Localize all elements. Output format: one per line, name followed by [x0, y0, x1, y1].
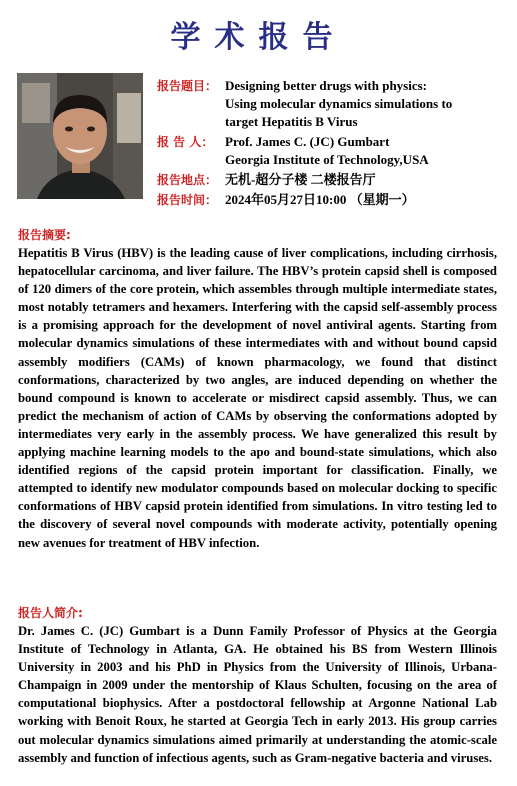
talk-title-label: 报告题目：: [157, 79, 218, 93]
speaker-row: [157, 133, 507, 169]
talk-title-row: [157, 77, 507, 131]
talk-title-line: Using molecular dynamics simulations to: [225, 96, 453, 111]
abstract-heading: 报告摘要:: [18, 228, 71, 242]
talk-title-line: Designing better drugs with physics:: [225, 78, 428, 93]
time-value: 2024年05月27日10:00 （星期一）: [225, 192, 415, 207]
bio-heading: 报告人简介:: [18, 606, 83, 620]
bio-text: Dr. James C. (JC) Gumbart is a Dunn Family Professor of Physics at the Georgia Institute of Technology in Atlanta, GA. He obtained his BS from Western Illinois University in 2003 and his PhD in Physics from the University of Illinois, Urbana-Champaign in 2009 under the mentorship of Klaus Schulten, focusing on the area of computational biophysics. After a postdoctoral fellowship at Argonne National Lab working with Benoit Roux, he started at Georgia Tech in early 2013. His group carries out molecular dynamics simulations aimed primarily at understanding the atomic-scale assembly and function of infectious agents, such as Gram-negative bacteria and viruses.: [18, 624, 497, 765]
speaker-name: Prof. James C. (JC) Gumbart: [225, 134, 390, 149]
page-title: 学术报告: [170, 20, 347, 55]
location-row: [157, 171, 507, 189]
time-row: [157, 191, 507, 209]
speaker-photo: [17, 73, 143, 199]
speaker-label: 报 告 人：: [157, 135, 214, 149]
location-label: 报告地点：: [157, 173, 218, 187]
talk-title-line: target Hepatitis B Virus: [225, 114, 358, 129]
speaker-value: [225, 133, 507, 169]
abstract-text: Hepatitis B Virus (HBV) is the leading cause of liver complications, including cirrhosis, hepatocellular carcinoma, and liver failure. The HBV’s protein capsid shell is composed of 120 dimers of the core protein, which assembles through multiple intermediate states, most notably tetramers and hexamers. Interfering with the capsid self-assembly process is a promising approach for the development of novel antiviral agents. Starting from molecular dynamics simulations of these intermediates with and without bound capsid assembly modifiers (CAMs) of known pharmacology, we found that distinct conformations, characterized by two angles, are induced depending on whether the bound compound is known to accelerate or misdirect capsid assembly. Thus, we can predict the mechanism of action of CAMs by observing the conformations adopted by intermediates very early in the assembly process. We have generalized this result by applying machine learning models to the apo and bound-state simulations, which also identified regions of the capsid protein important for classification. Finally, we attempted to identify new modulator compounds based on molecular docking to specific conformations of HBV capsid protein identified from simulations. In vitro testing led to the discovery of several novel compounds with moderate activity, potentially opening new avenues for treatment of HBV infection.: [18, 246, 497, 550]
time-label: 报告时间：: [157, 193, 218, 207]
talk-info: [157, 77, 507, 209]
talk-title-value: [225, 77, 507, 131]
location-value: 无机-超分子楼 二楼报告厅: [225, 172, 376, 187]
speaker-affiliation: Georgia Institute of Technology,USA: [225, 152, 429, 167]
